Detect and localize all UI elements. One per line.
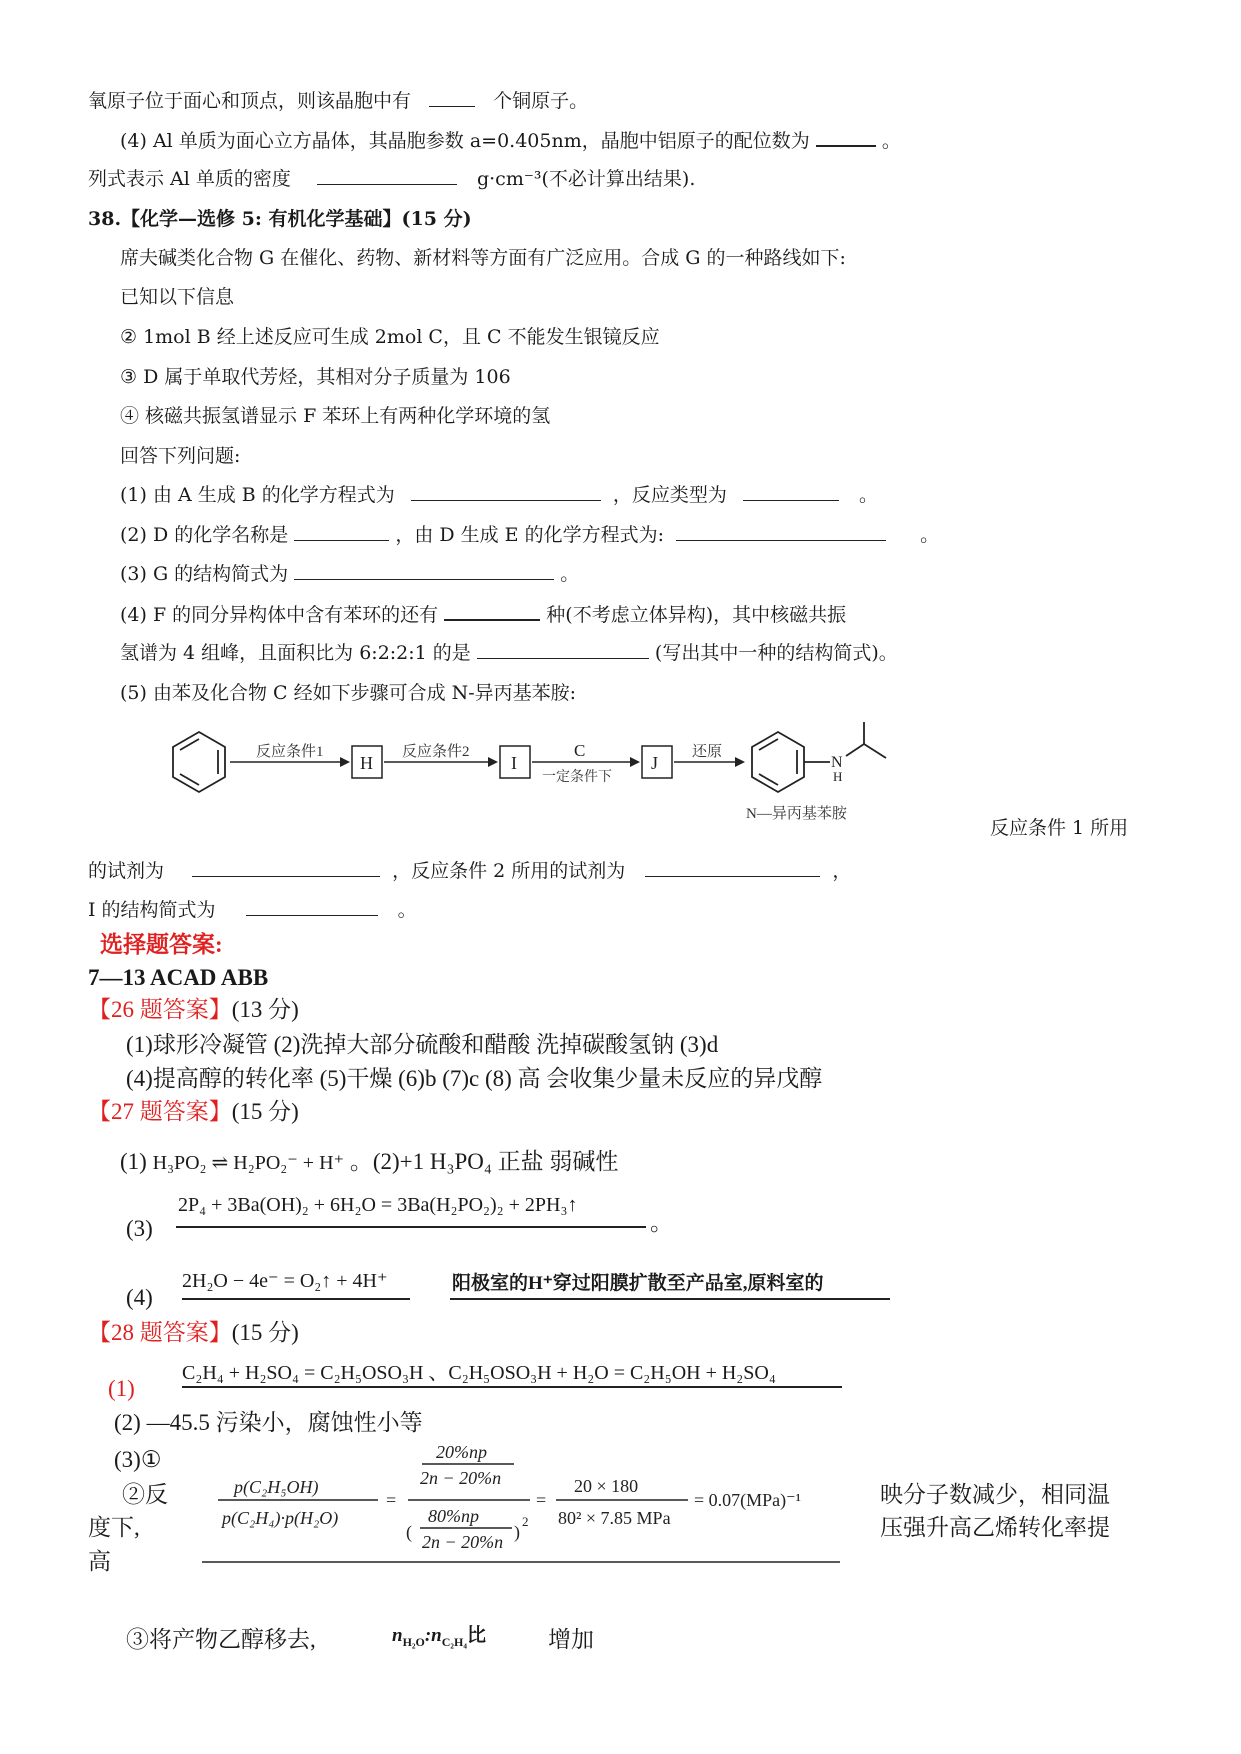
text-segment: ， [832, 860, 852, 882]
answer-blank [816, 127, 876, 147]
text-segment: (4) Al 单质为面心立方晶体，其晶胞参数 a=0.405nm，晶胞中铝原子的配位数为 [120, 130, 810, 152]
ratio-n1: n [392, 1625, 403, 1646]
arrow-head [488, 757, 498, 767]
answer-blank [477, 640, 649, 659]
text-line [120, 127, 901, 154]
mid-top-denominator: 2n − 20%n [420, 1468, 502, 1488]
q26-line-1: (1)球形冷凝管 (2)洗掉大部分硫酸和醋酸 洗掉碳酸氢钠 (3)d [126, 1032, 719, 1057]
equals-sign: = [536, 1490, 547, 1510]
text-line: ② 1mol B 经上述反应可生成 2mol C，且 C 不能发生银镜反应 [120, 326, 660, 348]
equals-sign: = [386, 1490, 397, 1510]
answer-blank [192, 858, 380, 877]
arrow-head [340, 757, 350, 767]
q28-line-3: (3)① [114, 1447, 162, 1472]
q28-equation-1: C₂H₄ + H₂SO₄ = C₂H₅OSO₃H 、C₂H₅OSO₃H + H₂O = C₂H₅OH + H₂SO₄ [182, 1362, 776, 1384]
ratio-word: 比 [466, 1625, 486, 1646]
q28-line-5a: 度下, [88, 1515, 140, 1540]
arrow-head [735, 757, 745, 767]
q27-line-1 [120, 1147, 618, 1178]
text-segment: (1) 由 A 生成 B 的化学方程式为 [120, 484, 395, 506]
lhs-denominator: p(C₂H₄)·p(H₂O) [222, 1508, 339, 1528]
q27-line-2-label: (3) [126, 1216, 153, 1241]
paren-close: ) [514, 1522, 520, 1542]
text-line: (5) 由苯及化合物 C 经如下步骤可合成 N-异丙基苯胺: [120, 682, 577, 704]
answer-blank [294, 522, 389, 541]
answer-blank [317, 166, 457, 185]
mid-bottom-denominator: 2n − 20%n [422, 1532, 504, 1552]
q28-title: 【28 题答案】 [88, 1320, 232, 1345]
text-line [88, 166, 695, 192]
q28-line-7-end: 增加 [548, 1627, 594, 1652]
product-nh-label: H [833, 769, 843, 784]
mole-ratio-label [392, 1620, 486, 1650]
text-segment: (4) F 的同分异构体中含有苯环的还有 [120, 604, 439, 626]
equilibrium-constant-formula [200, 1440, 850, 1590]
q28-score: (15 分) [231, 1320, 299, 1345]
reduce-label: 还原 [692, 744, 723, 760]
text-segment: g·cm⁻³(不必计算出结果). [476, 168, 696, 190]
rhs-numerator: 20 × 180 [574, 1476, 639, 1496]
q27-equation-2: 2P₄ + 3Ba(OH)₂ + 6H₂O = 3Ba(H₂PO₂)₂ + 2PH₃↑ [178, 1194, 578, 1216]
text-line [88, 858, 851, 884]
section-heading: 38.【化学—选修 5: 有机化学基础】(15 分) [88, 208, 472, 230]
text-line: 席夫碱类化合物 G 在催化、药物、新材料等方面有广泛应用。合成 G 的一种路线如下: [120, 247, 846, 269]
q26-heading [88, 995, 299, 1025]
q28-line-2: (2) —45.5 污染小，腐蚀性小等 [114, 1410, 423, 1435]
text-segment: (2) D 的化学名称是 [120, 524, 289, 546]
q26-line-2: (4)提高醇的转化率 (5)干燥 (6)b (7)c (8) 高 会收集少量未反应的异戊醇 [126, 1066, 823, 1091]
paren-open: ( [406, 1522, 412, 1542]
text-segment: ，反应条件 2 所用的试剂为 [392, 860, 626, 882]
q27-heading [88, 1097, 299, 1127]
mc-answer-title: 选择题答案: [100, 932, 223, 957]
q27-score: (15 分) [231, 1099, 299, 1124]
q27-label: (1) [120, 1149, 147, 1174]
q28-line-6: 高 [88, 1549, 111, 1574]
answer-blank [444, 601, 540, 621]
text-line [88, 897, 417, 923]
text-line: ③ D 属于单取代芳烃，其相对分子质量为 106 [120, 366, 511, 388]
text-line [120, 522, 939, 548]
text-segment: (写出其中一种的结构简式)。 [654, 642, 898, 664]
product-nitrogen-label: N [831, 754, 843, 771]
text-segment: 氢谱为 4 组峰，且面积比为 6:2:2:1 的是 [120, 642, 471, 664]
result: = 0.07(MPa)⁻¹ [694, 1490, 802, 1510]
answer-blank [429, 88, 475, 107]
text-segment: 个铜原子。 [493, 90, 589, 112]
text-line [88, 88, 588, 114]
text-line [120, 601, 846, 628]
answer-blank [246, 897, 378, 916]
text-line: ④ 核磁共振氢谱显示 F 苯环上有两种化学环境的氢 [120, 405, 551, 427]
condition-3-label: 一定条件下 [542, 770, 612, 785]
product-name-label: N—异丙基苯胺 [746, 806, 847, 822]
q28-line-7: ③将产物乙醇移去, [126, 1627, 316, 1652]
text-segment: 。 [859, 484, 879, 506]
reaction-scheme [170, 720, 930, 840]
q27-equation-3: 2H₂O − 4e⁻ = O₂↑ + 4H⁺ [182, 1270, 388, 1292]
equation-underline [182, 1386, 842, 1388]
arrow-head [630, 757, 640, 767]
text-segment: ，反应类型为 [612, 484, 727, 506]
q28-line-1-label: (1) [108, 1376, 135, 1401]
reagent-c-label: C [574, 741, 586, 760]
product-benzene-ring [752, 722, 886, 792]
answer-blank [743, 482, 839, 501]
mid-top-numerator: 20%np [436, 1442, 487, 1462]
equation-underline [176, 1226, 646, 1228]
q26-score: (13 分) [231, 997, 299, 1022]
q28-heading [88, 1318, 299, 1348]
q28-line-4b: 映分子数减少，相同温 [880, 1482, 1110, 1507]
answer-blank [645, 858, 820, 877]
text-line: 已知以下信息 [120, 286, 235, 308]
benzene-ring [173, 732, 225, 792]
text-line [120, 561, 579, 587]
text-segment: 种(不考虑立体异构)，其中核磁共振 [546, 604, 847, 626]
text-segment: 的试剂为 [88, 860, 165, 882]
q26-title: 【26 题答案】 [88, 997, 232, 1022]
text-line: 反应条件 1 所用 [990, 817, 1129, 839]
text-segment: 。 [920, 524, 940, 546]
text-segment: 。 [560, 563, 580, 585]
ratio-sub1: H₂O [402, 1634, 425, 1649]
ratio-sub2: C₂H₄ [441, 1634, 467, 1649]
q27-line-2-end: 。 [650, 1210, 673, 1235]
condition-2-label: 反应条件2 [402, 744, 470, 760]
text-line [120, 482, 878, 508]
compound-i-label: I [511, 753, 517, 773]
q27-text: 。(2)+1 H₃PO₄ 正盐 弱碱性 [349, 1149, 619, 1174]
text-segment: 。 [881, 130, 901, 152]
ratio-n2: :n [424, 1625, 442, 1646]
q27-title: 【27 题答案】 [88, 1099, 232, 1124]
exponent: 2 [522, 1514, 529, 1529]
compound-j-label: J [651, 753, 659, 773]
q28-line-4a: ②反 [122, 1482, 168, 1507]
text-segment: 列式表示 Al 单质的密度 [88, 168, 291, 190]
text-line: 回答下列问题: [120, 445, 241, 467]
text-segment: (3) G 的结构简式为 [120, 563, 289, 585]
compound-h-label: H [360, 753, 373, 773]
answer-blank [676, 522, 886, 541]
q27-line-3-label: (4) [126, 1285, 153, 1310]
condition-1-label: 反应条件1 [256, 744, 324, 760]
q27-equation-1: H₃PO₂ ⇌ H₂PO₂⁻ + H⁺ [152, 1152, 345, 1174]
text-segment: I 的结构简式为 [88, 899, 216, 921]
text-segment: 。 [397, 899, 417, 921]
equation-underline [182, 1298, 410, 1300]
rhs-denominator: 80² × 7.85 MPa [558, 1508, 671, 1528]
text-segment: ，由 D 生成 E 的化学方程式为: [395, 524, 664, 546]
text-underline [450, 1298, 890, 1300]
text-line [120, 640, 898, 666]
answer-blank [411, 482, 601, 501]
lhs-numerator: p(C₂H₅OH) [234, 1477, 319, 1497]
mid-bottom-numerator: 80%np [428, 1506, 479, 1526]
text-segment: 氧原子位于面心和顶点，则该晶胞中有 [88, 90, 412, 112]
q27-explanation: 阳极室的H⁺穿过阳膜扩散至产品室,原料室的 [452, 1273, 824, 1294]
q28-line-5b: 压强升高乙烯转化率提 [880, 1515, 1110, 1540]
answer-blank [294, 561, 554, 580]
mc-answer: 7—13 ACAD ABB [88, 965, 269, 990]
